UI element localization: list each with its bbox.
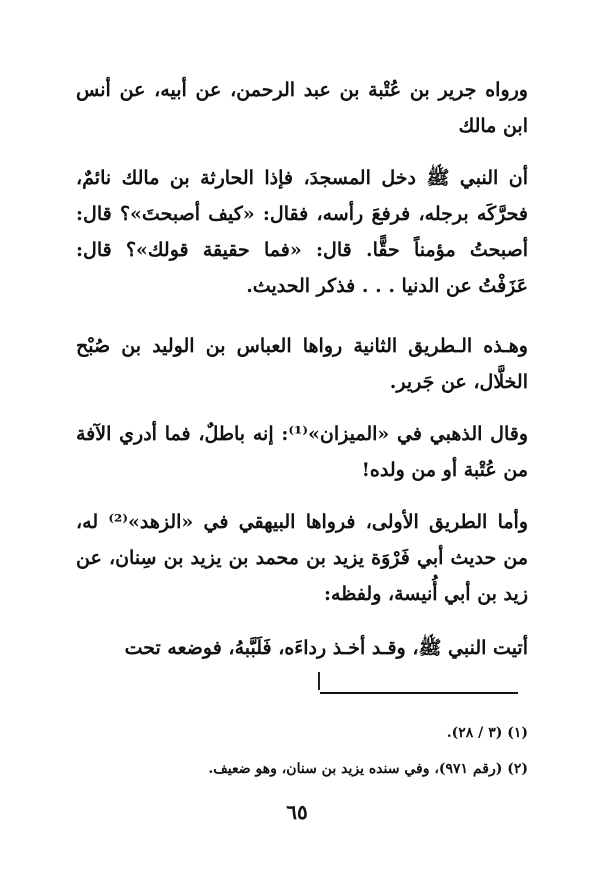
paragraph-4: وقال الذهبي في «الميزان»⁽¹⁾: إنه باطلٌ، فما أدري الآفة من عُتْبة أو من ولده! (76, 423, 529, 481)
paragraph-3: وهـذه الـطريق الثانية رواها العباس بن الوليد بن صُبْح الخلَّال، عن جَرير. (76, 335, 528, 393)
footnote-2: (٢) (رقم ٩٧١)، وفي سنده يزيد بن سنان، وهو ضعيف. (208, 761, 528, 777)
paragraph-1: ورواه جرير بن عُتْبة بن عبد الرحمن، عن أبيه، عن أنس ابن مالك (76, 79, 528, 137)
footnote-separator (320, 692, 518, 694)
footnote-1: (١) (٣ / ٢٨). (446, 725, 528, 741)
paragraph-2: أن النبي ﷺ دخل المسجدَ، فإذا الحارثة بن مالك نائمٌ، فحرَّكَه برجله، فرفعَ رأسه، فقال: «كيف أصبحتَ»؟ قال: أصبحتُ مؤمناً حقًّا. قال: «فما حقيقة قولك»؟ قال: عَزَفْتُ عن الدنيا . . . فذكر الحديث. (76, 167, 528, 297)
paragraph-5: وأما الطريق الأولى، فرواها البيهقي في «الزهد»⁽²⁾ له، من حديث أبي فَرْوَة يزيد بن محمد بن يزيد بن سِنان، عن زيد بن أبي أُنيسة، ولفظه: (76, 511, 528, 605)
page-number: ٦٥ (286, 800, 308, 824)
margin-mark (318, 672, 320, 690)
paragraph-6: أتيت النبي ﷺ، وقـد أخـذ رداءَه، فَلَبَّبهُ، فوضعه تحت (124, 637, 528, 659)
